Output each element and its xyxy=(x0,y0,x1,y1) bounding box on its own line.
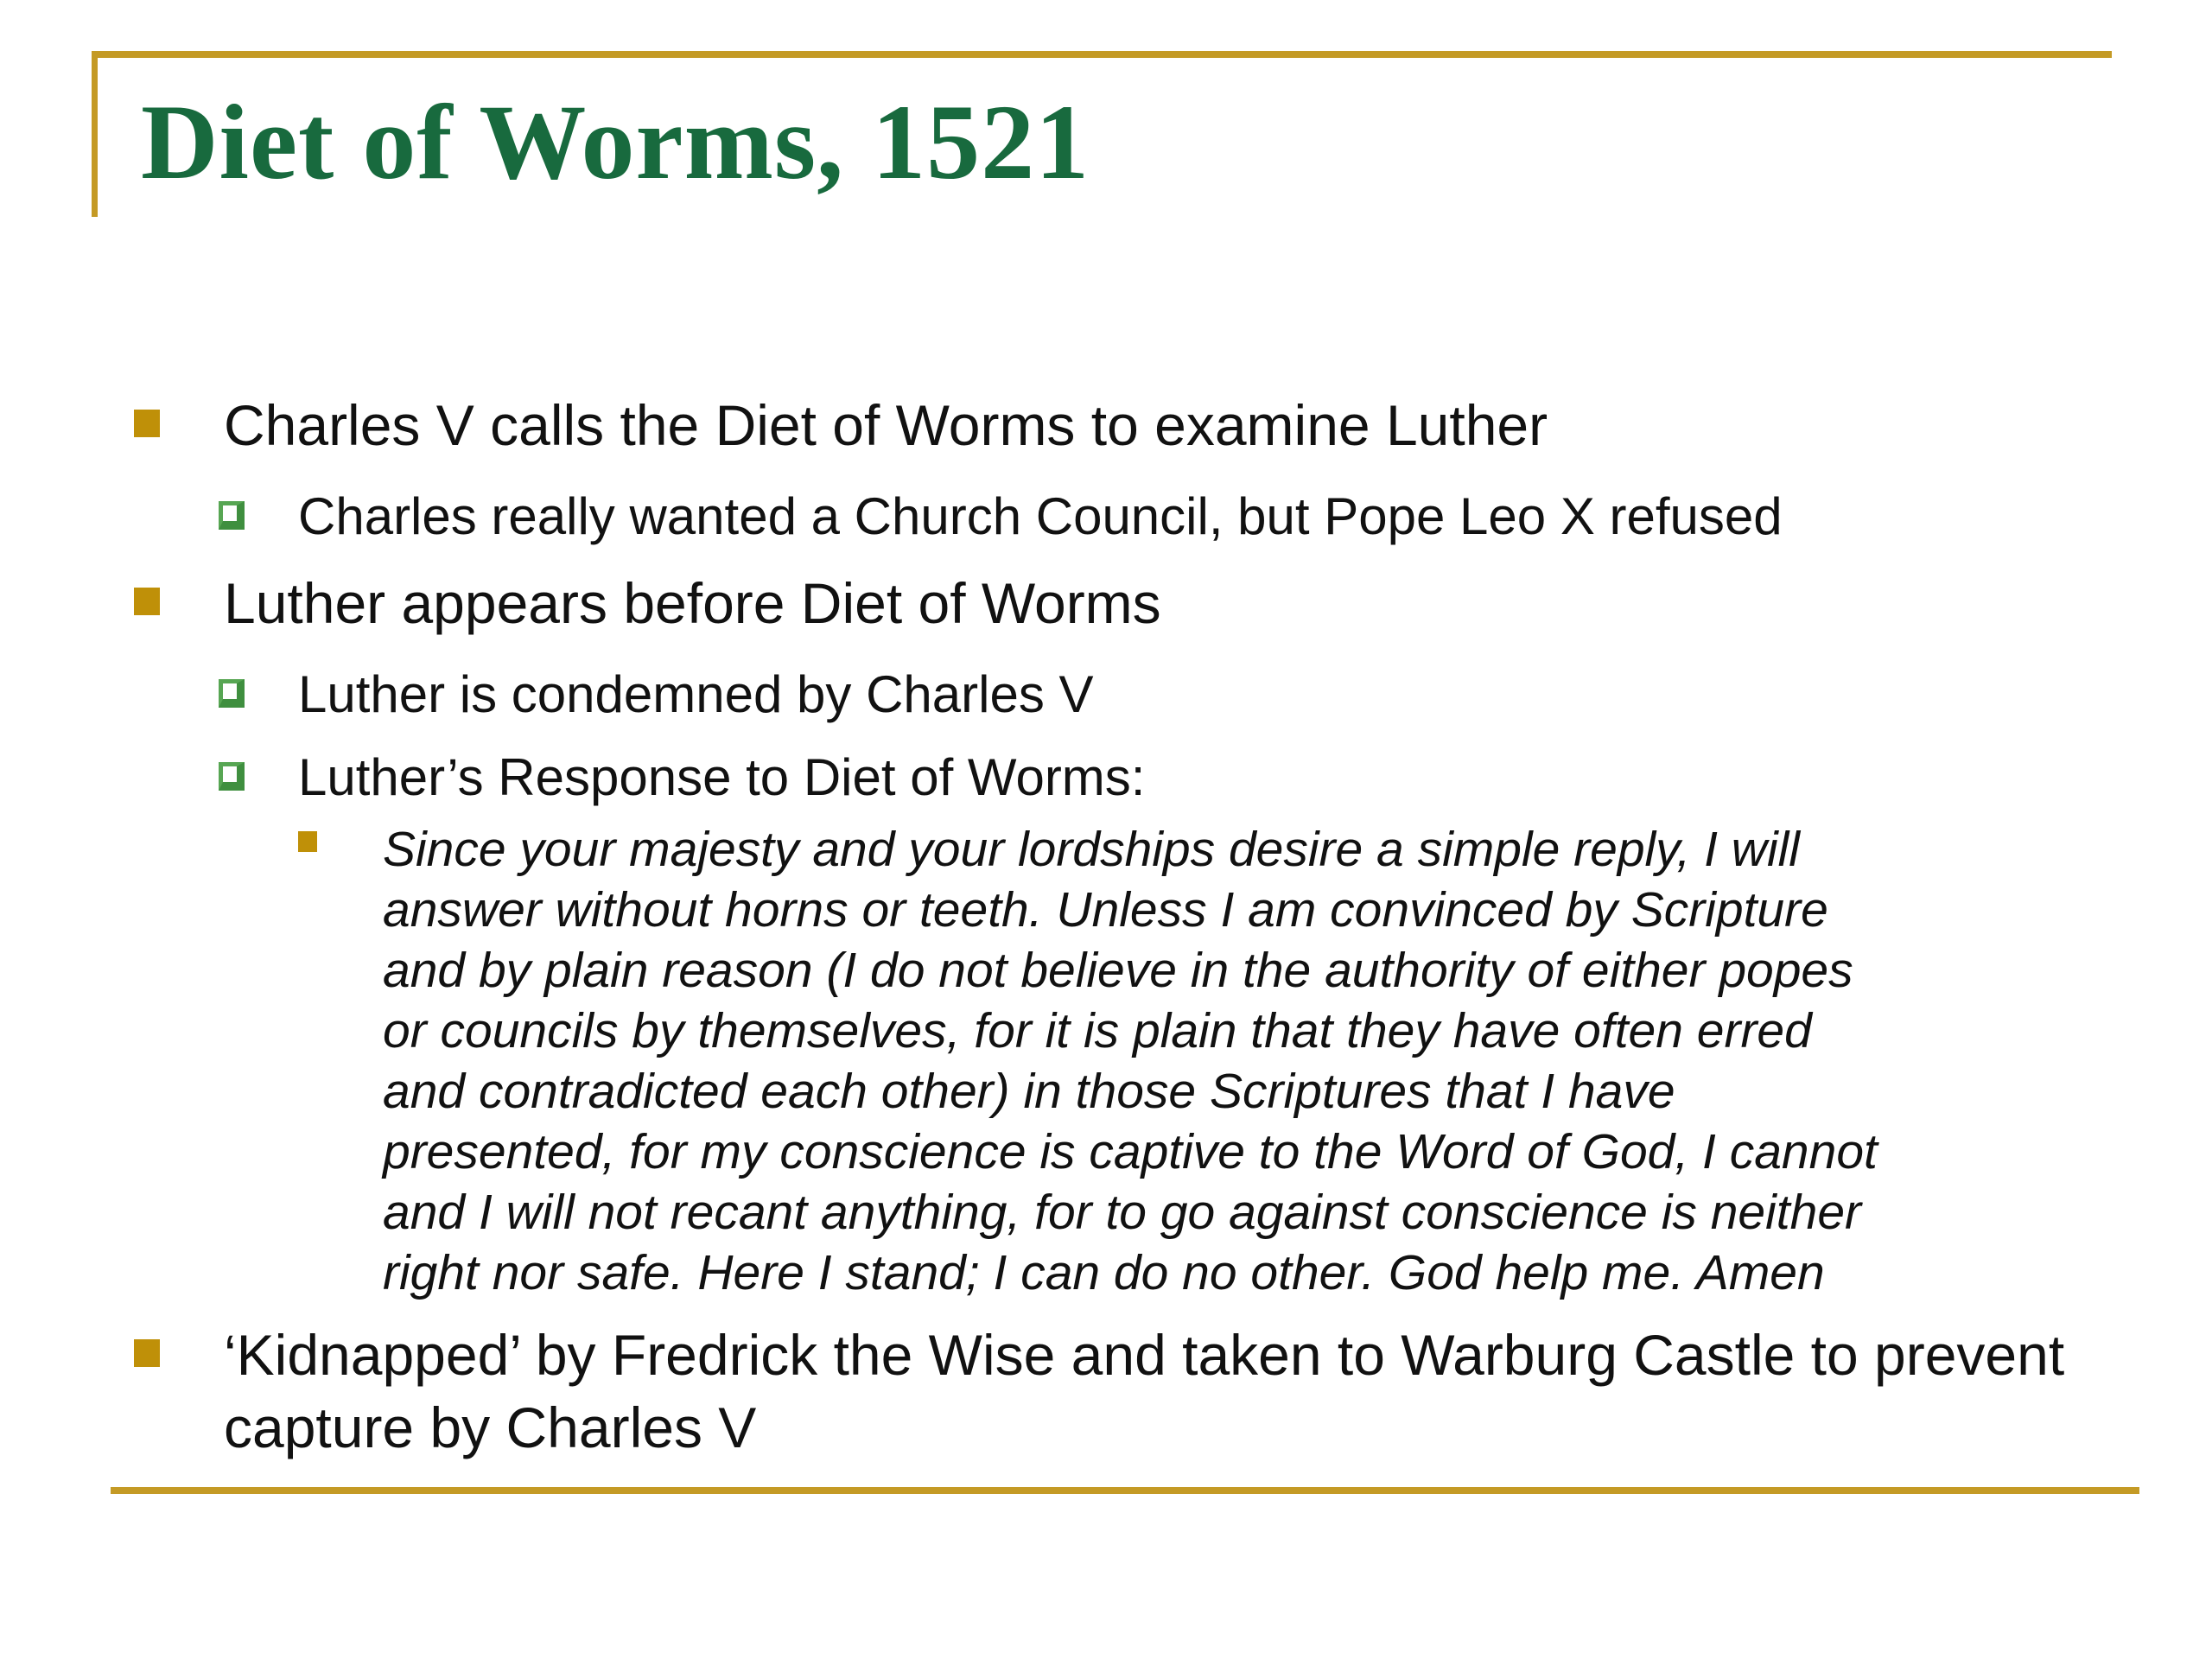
gold-square-bullet-icon xyxy=(298,831,317,852)
green-hollow-square-bullet-icon xyxy=(219,679,245,708)
page-title: Diet of Worms, 1521 xyxy=(141,83,1090,201)
gold-square-bullet-icon xyxy=(134,1339,160,1367)
bullet-text: Luther appears before Diet of Worms xyxy=(224,571,1161,635)
bullet-text: Charles V calls the Diet of Worms to examine Luther xyxy=(224,393,1548,457)
gold-square-bullet-icon xyxy=(134,410,160,437)
quote-line: and by plain reason (I do not believe in the authority of either popes xyxy=(383,943,1853,998)
bullet-item xyxy=(134,662,2130,728)
quote-line: Since your majesty and your lordships desire a simple reply, I will xyxy=(383,822,1800,877)
bullet-text: Luther’s Response to Diet of Worms: xyxy=(298,748,1146,806)
bullet-item xyxy=(134,1319,2130,1464)
quote-text xyxy=(383,819,1878,1303)
bullet-item xyxy=(134,389,2130,461)
quote-line: and I will not recant anything, for to go against conscience is neither xyxy=(383,1185,1862,1240)
quote-block xyxy=(134,819,2130,1303)
bottom-gold-rule xyxy=(111,1487,2139,1494)
quote-line: answer without horns or teeth. Unless I am convinced by Scripture xyxy=(383,882,1828,938)
quote-line: and contradicted each other) in those Scriptures that I have xyxy=(383,1064,1675,1119)
quote-line: or councils by themselves, for it is plain that they have often erred xyxy=(383,1003,1812,1058)
bullet-text: Charles really wanted a Church Council, but Pope Leo X refused xyxy=(298,487,1783,545)
bullet-item xyxy=(134,484,2130,550)
green-hollow-square-bullet-icon xyxy=(219,501,245,530)
bullet-item xyxy=(134,567,2130,639)
left-gold-rule xyxy=(92,51,98,217)
quote-line: right nor safe. Here I stand; I can do no other. God help me. Amen xyxy=(383,1245,1825,1300)
gold-square-bullet-icon xyxy=(134,588,160,615)
top-gold-rule xyxy=(92,51,2112,58)
bullet-text: ‘Kidnapped’ by Fredrick the Wise and taken to Warburg Castle to prevent capture by Charles V xyxy=(224,1323,2065,1459)
bullet-list xyxy=(134,389,2130,1464)
quote-line: presented, for my conscience is captive to the Word of God, I cannot xyxy=(383,1124,1878,1179)
bullet-item xyxy=(134,745,2130,810)
green-hollow-square-bullet-icon xyxy=(219,762,245,791)
bullet-text: Luther is condemned by Charles V xyxy=(298,665,1094,723)
